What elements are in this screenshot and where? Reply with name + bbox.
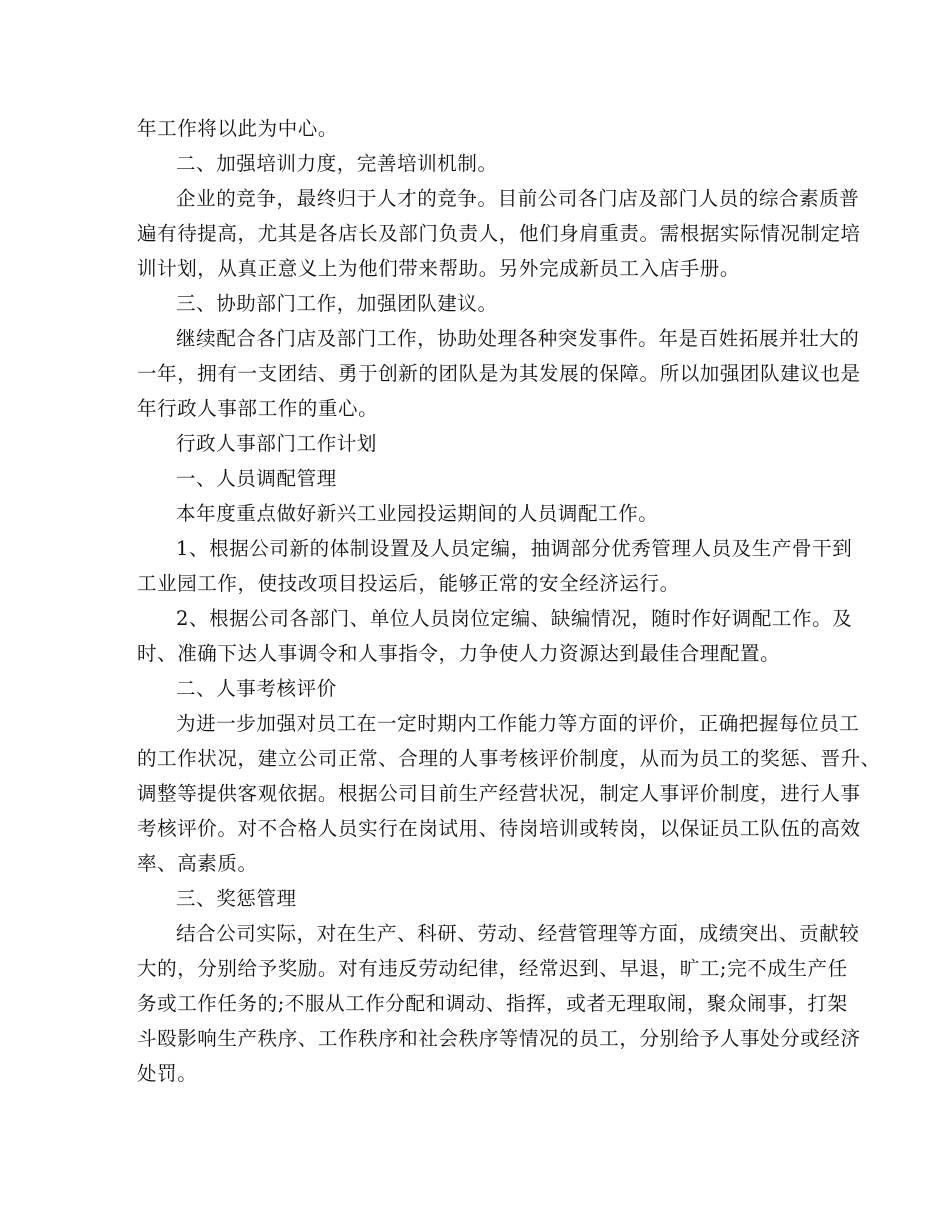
paragraph-line: 年工作将以此为中心。 <box>137 117 339 140</box>
paragraph-line: 本年度重点做好新兴工业园投运期间的人员调配工作。 <box>176 502 659 525</box>
section-heading: 一、人员调配管理 <box>176 467 337 490</box>
paragraph-line: 务或工作任务的;不服从工作分配和调动、指挥，或者无理取闹，聚众闹事，打架 <box>137 992 848 1015</box>
section-heading: 三、协助部门工作，加强团队建议。 <box>176 292 498 315</box>
paragraph-line: 工业园工作，使技改项目投运后，能够正常的安全经济运行。 <box>137 572 680 595</box>
paragraph-line: 遍有待提高，尤其是各店长及部门负责人，他们身肩重责。需根据实际情况制定培 <box>137 222 861 245</box>
paragraph-line: 的工作状况，建立公司正常、合理的人事考核评价制度，从而为员工的奖惩、晋升、 <box>137 747 881 770</box>
paragraph-line: 企业的竞争，最终归于人才的竞争。目前公司各门店及部门人员的综合素质普 <box>176 187 860 210</box>
section-heading: 三、奖惩管理 <box>176 887 297 910</box>
paragraph-line: 斗殴影响生产秩序、工作秩序和社会秩序等情况的员工，分别给予人事处分或经济 <box>137 1027 861 1050</box>
paragraph-line: 为进一步加强对员工在一定时期内工作能力等方面的评价，正确把握每位员工 <box>176 712 860 735</box>
section-heading: 二、加强培训力度，完善培训机制。 <box>176 152 498 175</box>
paragraph-line: 继续配合各门店及部门工作，协助处理各种突发事件。年是百姓拓展并壮大的 <box>176 327 860 350</box>
paragraph-line: 率、高素质。 <box>137 852 258 875</box>
paragraph-line: 训计划，从真正意义上为他们带来帮助。另外完成新员工入店手册。 <box>137 257 741 280</box>
section-heading: 二、人事考核评价 <box>176 677 337 700</box>
paragraph-line: 年行政人事部工作的重心。 <box>137 397 379 420</box>
paragraph-line: 时、准确下达人事调令和人事指令，力争使人力资源达到最佳合理配置。 <box>137 642 781 665</box>
paragraph-line: 结合公司实际，对在生产、科研、劳动、经营管理等方面，成绩突出、贡献较 <box>176 922 860 945</box>
paragraph-line: 1、根据公司新的体制设置及人员定编，抽调部分优秀管理人员及生产骨干到 <box>176 537 853 560</box>
paragraph-line: 大的，分别给予奖励。对有违反劳动纪律，经常迟到、早退，旷工;完不成生产任 <box>137 957 848 980</box>
paragraph-line: 考核评价。对不合格人员实行在岗试用、待岗培训或转岗，以保证员工队伍的高效 <box>137 817 861 840</box>
paragraph-line: 2、根据公司各部门、单位人员岗位定编、缺编情况，随时作好调配工作。及 <box>176 607 853 630</box>
paragraph-line: 处罚。 <box>137 1062 198 1085</box>
paragraph-line: 一年，拥有一支团结、勇于创新的团队是为其发展的保障。所以加强团队建议也是 <box>137 362 861 385</box>
document-title: 行政人事部门工作计划 <box>176 432 378 455</box>
paragraph-line: 调整等提供客观依据。根据公司目前生产经营状况，制定人事评价制度，进行人事 <box>137 782 861 805</box>
